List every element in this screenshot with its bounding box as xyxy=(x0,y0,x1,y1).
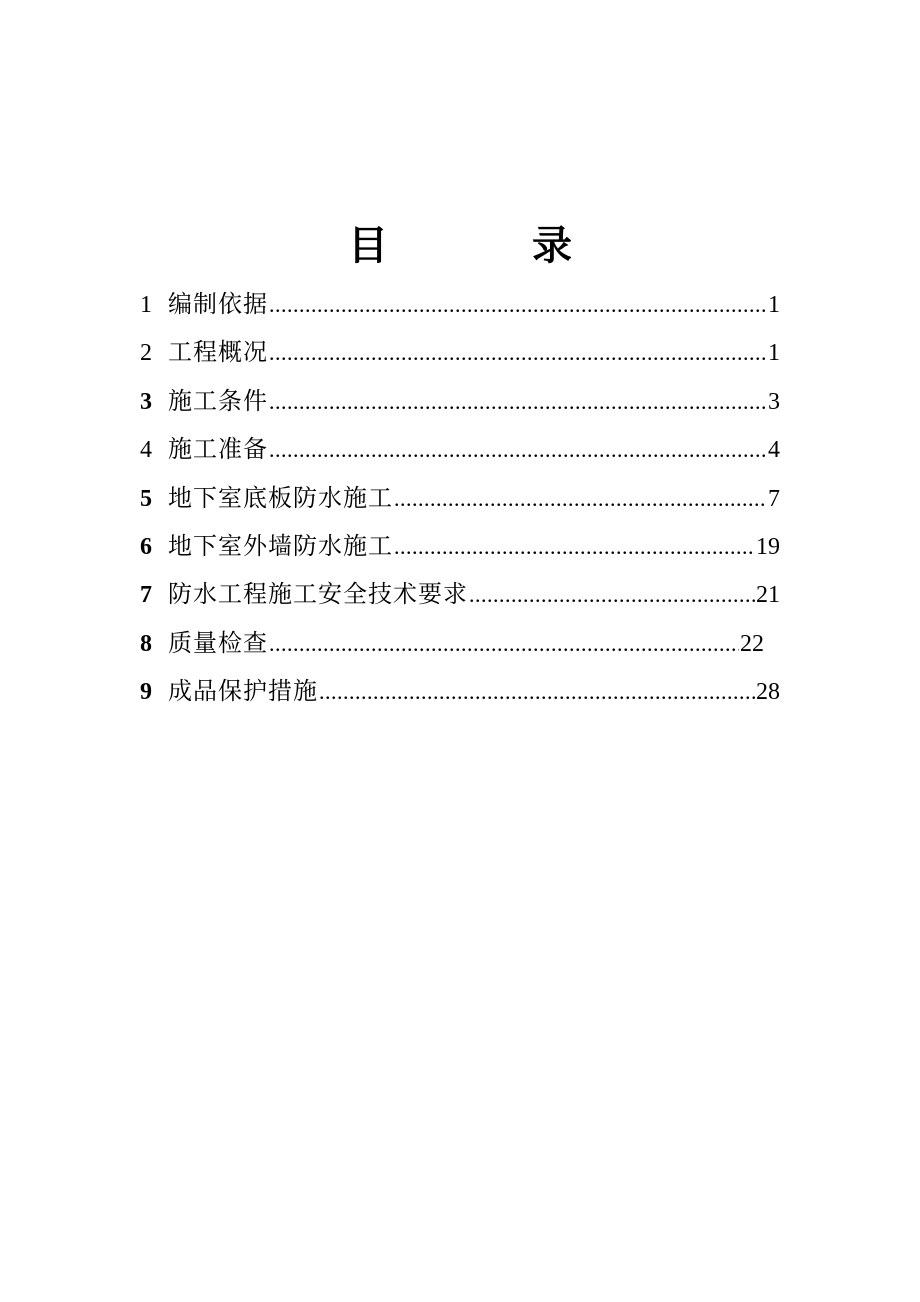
toc-entry-label: 地下室外墙防水施工 xyxy=(168,531,393,560)
toc-entry-label: 防水工程施工安全技术要求 xyxy=(168,580,468,609)
toc-entry-number: 7 xyxy=(140,582,152,609)
toc-entry-label: 施工准备 xyxy=(168,435,268,464)
toc-dot-leader xyxy=(469,575,755,615)
toc-entry-6 xyxy=(140,526,780,574)
toc-entry-4 xyxy=(140,429,780,477)
toc-entry-7 xyxy=(140,574,780,622)
toc-entry-page: 7 xyxy=(768,485,780,512)
toc-entry-9 xyxy=(140,671,780,719)
toc-entry-2 xyxy=(140,332,780,380)
toc-entry-label: 施工条件 xyxy=(168,386,268,415)
toc-dot-leader xyxy=(269,382,767,422)
toc-entry-label: 地下室底板防水施工 xyxy=(168,483,393,512)
toc-entry-3 xyxy=(140,381,780,429)
toc-entry-number: 6 xyxy=(140,533,152,560)
toc-entry-page: 22 xyxy=(740,630,764,657)
toc-entry-page: 28 xyxy=(756,679,780,706)
toc-dot-leader xyxy=(269,285,767,325)
toc-entry-1 xyxy=(140,284,780,332)
toc-entry-page: 3 xyxy=(768,388,780,415)
toc-entry-page: 21 xyxy=(756,582,780,609)
toc-dot-leader xyxy=(394,479,767,519)
toc-entry-number: 3 xyxy=(140,388,152,415)
toc-entry-number: 8 xyxy=(140,630,152,657)
toc-entry-label: 工程概况 xyxy=(168,338,268,367)
toc-entry-page: 4 xyxy=(768,437,780,464)
toc-dot-leader xyxy=(319,672,755,712)
toc-entry-page: 1 xyxy=(768,292,780,318)
toc-entry-8 xyxy=(140,623,764,671)
toc-entry-label: 编制依据 xyxy=(168,290,268,318)
toc-entry-number: 4 xyxy=(140,437,152,464)
toc-entry-number: 2 xyxy=(140,340,152,367)
toc-entry-number: 5 xyxy=(140,485,152,512)
toc-dot-leader xyxy=(394,527,755,567)
toc-entry-label: 成品保护措施 xyxy=(168,677,318,706)
toc-dot-leader xyxy=(269,430,767,470)
toc-entry-number: 1 xyxy=(140,292,152,318)
toc-dot-leader xyxy=(269,333,767,373)
toc-dot-leader xyxy=(269,624,739,664)
toc-entry-5 xyxy=(140,478,780,526)
toc-entry-label: 质量检查 xyxy=(168,628,268,657)
table-of-contents xyxy=(140,284,780,720)
toc-entry-number: 9 xyxy=(140,679,152,706)
toc-entry-page: 19 xyxy=(756,533,780,560)
toc-entry-page: 1 xyxy=(768,340,780,367)
page-title: 目 录 xyxy=(348,222,624,269)
